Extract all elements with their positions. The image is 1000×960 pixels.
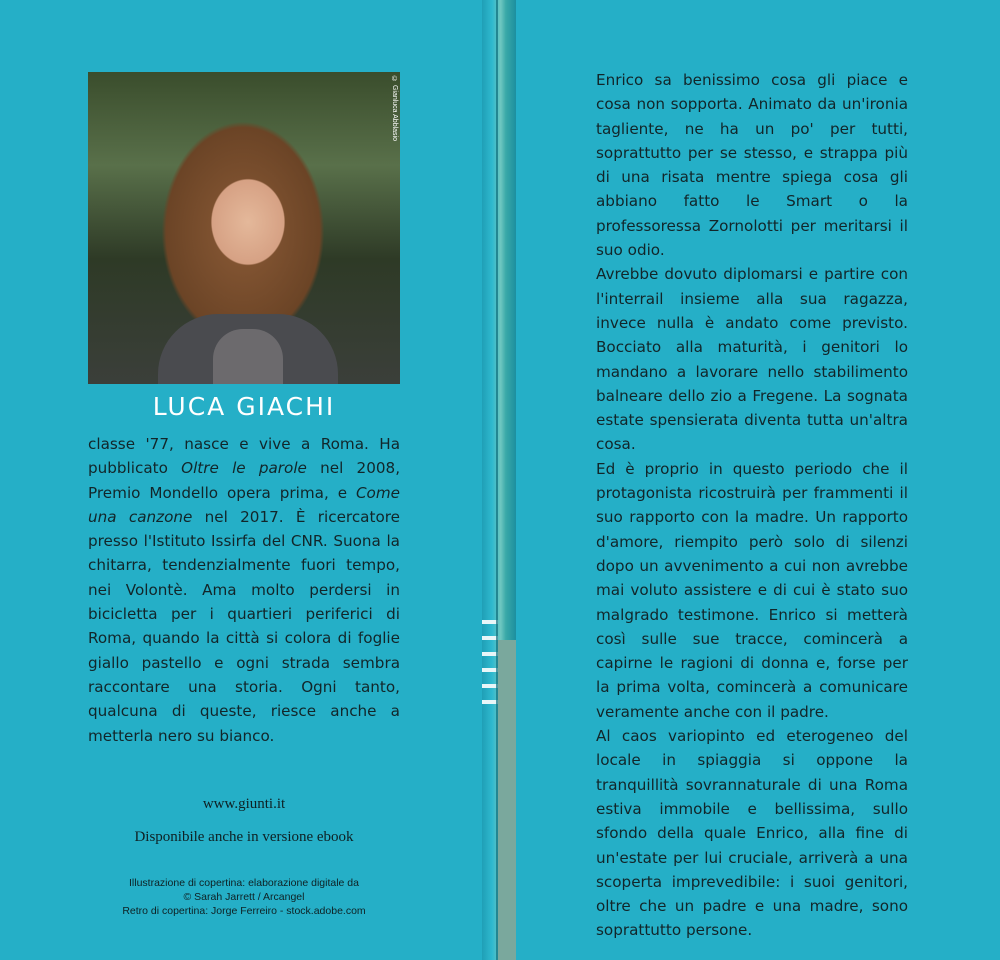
bio-text-1: classe '77, nasce e vive a Roma. Ha pubblicato bbox=[88, 435, 400, 478]
bio-book-title-2: Come una canzone bbox=[88, 483, 400, 526]
spine-beach-shape bbox=[498, 640, 516, 960]
blurb-paragraph: Enrico sa benissimo cosa gli piace e cosa non sopporta. Animato da un'ironia tagliente, ne ha un po' per tutti, soprattutto per se stesso, e strappa più di una risata mentre spiega cosa gli abbiano fatto le Smart o la professoressa Zornolotti per meritarsi il suo odio. bbox=[596, 71, 908, 260]
blurb-paragraph: Al caos variopinto ed eterogeneo del locale in spiaggia si oppone la tranquillità sovrannaturale di una Roma estiva immobile e bellissima, sullo sfondo della quale Enrico, alla fine di un'estate per lui cruciale, arriverà a una scoperta imprevedibile: i suoi genitori, oltre che un padre e una madre, sono soprattutto persone. bbox=[596, 727, 908, 940]
bio-text-3: nel 2017. È ricercatore presso l'Istituto Issirfa del CNR. Suona la chitarra, tendenzialmente fuori tempo, nei Volontè. Ama molto perdersi in bicicletta per i quartieri periferici di Roma, quando la città si colora di foglie giallo pastello e ogni strada sembra raccontare una storia. Ogni tanto, qualcuna di queste, riesce anche a metterla nero su bianco. bbox=[88, 507, 400, 745]
author-photo bbox=[88, 72, 400, 384]
photo-tshirt-shape bbox=[213, 329, 283, 384]
back-cover-left-panel bbox=[0, 0, 482, 960]
author-bio bbox=[88, 432, 400, 748]
publisher-website[interactable]: www.giunti.it bbox=[202, 796, 286, 812]
ebook-availability-note: Disponibile anche in versione ebook bbox=[134, 829, 354, 845]
cover-credits bbox=[88, 876, 400, 918]
blurb-paragraph: Avrebbe dovuto diplomarsi e partire con l'interrail insieme alla sua ragazza, invece nulla è andato come previsto. Bocciato alla maturità, i genitori lo mandano a lavorare nello stabilimento balneare dello zio a Fregene. La sognata estate spensierata diventa tutta un'altra cosa. bbox=[596, 265, 908, 454]
credit-line: Retro di copertina: Jorge Ferreiro - stock.adobe.com bbox=[122, 905, 366, 917]
bio-text-2: nel 2008, Premio Mondello opera prima, e bbox=[88, 459, 401, 502]
book-blurb bbox=[596, 68, 908, 943]
credit-line: Illustrazione di copertina: elaborazione digitale da bbox=[129, 877, 359, 889]
photo-credit: © Gianluca Abblasio bbox=[391, 76, 398, 141]
spine-fold-line bbox=[496, 0, 498, 960]
blurb-paragraph: Ed è proprio in questo periodo che il protagonista ricostruirà per frammenti il suo rapporto con la madre. Un rapporto d'amore, riempito però solo di silenzi dopo un avvenimento a cui non avrebbe mai voluto assistere e di cui è stato suo malgrado testimone. Enrico si metterà così sulle sue tracce, comincerà a capirne le ragioni di donna e, forse per la prima volta, comincerà a comunicare veramente anche con il padre. bbox=[596, 459, 908, 721]
book-spine-fold bbox=[482, 0, 516, 960]
credit-line: © Sarah Jarrett / Arcangel bbox=[183, 891, 305, 903]
author-name: LUCA GIACHI bbox=[152, 392, 336, 421]
bio-book-title-1: Oltre le parole bbox=[181, 459, 307, 478]
